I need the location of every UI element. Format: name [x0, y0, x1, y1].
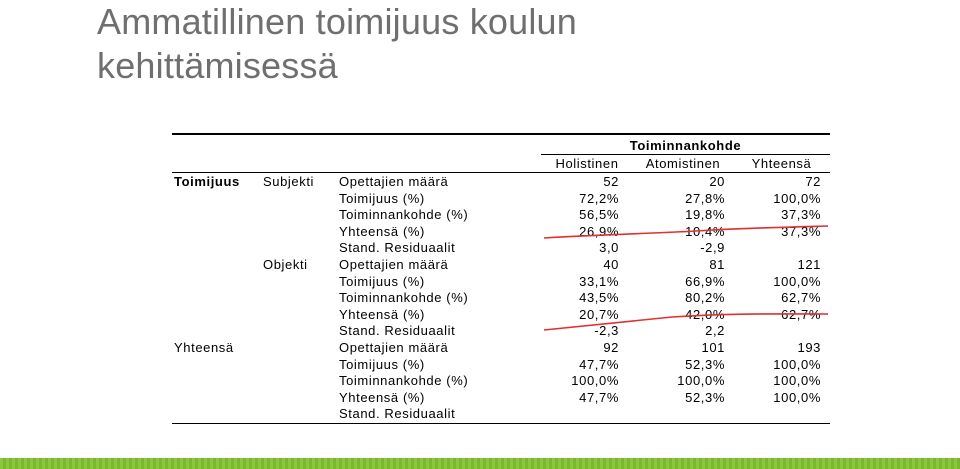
table-cell: 27,8% — [685, 190, 725, 206]
table-cell: 193 — [797, 340, 821, 355]
table-row-stat: Stand. Residuaalit — [339, 240, 456, 256]
table-cell: 100,0% — [773, 356, 821, 372]
table-cell: 100,0% — [773, 273, 821, 289]
table-cell: -2,9 — [700, 240, 725, 256]
table-cell: 10,4% — [685, 223, 725, 239]
table-row-stat: Toimijuus (%) — [339, 273, 425, 289]
table-cell: 100,0% — [571, 373, 619, 389]
crosstab-table — [172, 133, 830, 423]
table-row-stat: Opettajien määrä — [339, 340, 449, 355]
table-cell: 101 — [701, 340, 725, 355]
slide-title-line-2: kehittämisessä — [97, 45, 338, 86]
group-label-0: Subjekti — [263, 174, 315, 189]
table-row-stat: Toimijuus (%) — [339, 190, 425, 206]
table-cell: 19,8% — [685, 207, 725, 223]
table-cell: 81 — [709, 257, 725, 272]
table-cell: 33,1% — [579, 273, 619, 289]
table-cell: 37,3% — [781, 223, 821, 239]
table-cell: 47,7% — [579, 389, 619, 405]
table-cell: 72 — [805, 174, 821, 189]
annotation-layer — [172, 133, 830, 423]
slide-title — [97, 0, 897, 88]
annotation-underline-objekti — [544, 314, 828, 330]
group-label-2: Yhteensä — [174, 340, 234, 355]
slide-title-line-1: Ammatillinen toimijuus koulun — [97, 1, 578, 42]
table-cell: 37,3% — [781, 207, 821, 223]
column-spanner: Toiminnankohde — [629, 138, 742, 153]
table-row-stat: Stand. Residuaalit — [339, 323, 456, 339]
table-cell: 2,2 — [705, 323, 725, 339]
table-cell: 43,5% — [579, 290, 619, 306]
table-cell: 92 — [603, 340, 619, 355]
row-variable-label: Toimijuus — [174, 174, 240, 189]
table-cell: 100,0% — [773, 190, 821, 206]
table-cell: 100,0% — [677, 373, 725, 389]
table-cell: 80,2% — [685, 290, 725, 306]
table-row-stat: Toiminnankohde (%) — [339, 373, 469, 389]
table-cell: 66,9% — [685, 273, 725, 289]
table-cell: 52,3% — [685, 389, 725, 405]
table-row-stat: Toimijuus (%) — [339, 356, 425, 372]
table-cell: 62,7% — [781, 290, 821, 306]
column-header-yhteensa: Yhteensä — [751, 156, 812, 171]
table-cell: 20 — [709, 174, 725, 189]
table-cell: 56,5% — [579, 207, 619, 223]
table-row-stat: Yhteensä (%) — [339, 306, 425, 322]
table-cell: -2,3 — [594, 323, 619, 339]
table-row-stat: Opettajien määrä — [339, 174, 449, 189]
table-row-stat: Yhteensä (%) — [339, 223, 425, 239]
group-label-1: Objekti — [263, 257, 308, 272]
column-header-atomistinen: Atomistinen — [645, 156, 721, 171]
table-row-stat: Opettajien määrä — [339, 257, 449, 272]
table-cell: 47,7% — [579, 356, 619, 372]
table-cell: 100,0% — [773, 373, 821, 389]
table-cell: 121 — [797, 257, 821, 272]
table-cell: 40 — [603, 257, 619, 272]
table-cell: 3,0 — [599, 240, 619, 256]
table-row-stat: Yhteensä (%) — [339, 389, 425, 405]
table-cell: 26,9% — [579, 223, 619, 239]
footer-accent-bar — [0, 458, 960, 469]
table-bottom-rule — [172, 423, 830, 424]
table-cell: 20,7% — [579, 306, 619, 322]
table-row-stat: Toiminnankohde (%) — [339, 207, 469, 223]
table-cell: 72,2% — [579, 190, 619, 206]
table-row-stat: Stand. Residuaalit — [339, 406, 456, 422]
column-header-holistinen: Holistinen — [555, 156, 619, 171]
table-cell: 52 — [603, 174, 619, 189]
table-cell: 52,3% — [685, 356, 725, 372]
table-cell: 62,7% — [781, 306, 821, 322]
table-row-stat: Toiminnankohde (%) — [339, 290, 469, 306]
table-cell: 100,0% — [773, 389, 821, 405]
table-cell: 42,0% — [685, 306, 725, 322]
annotation-underline-subjekti — [544, 223, 828, 239]
